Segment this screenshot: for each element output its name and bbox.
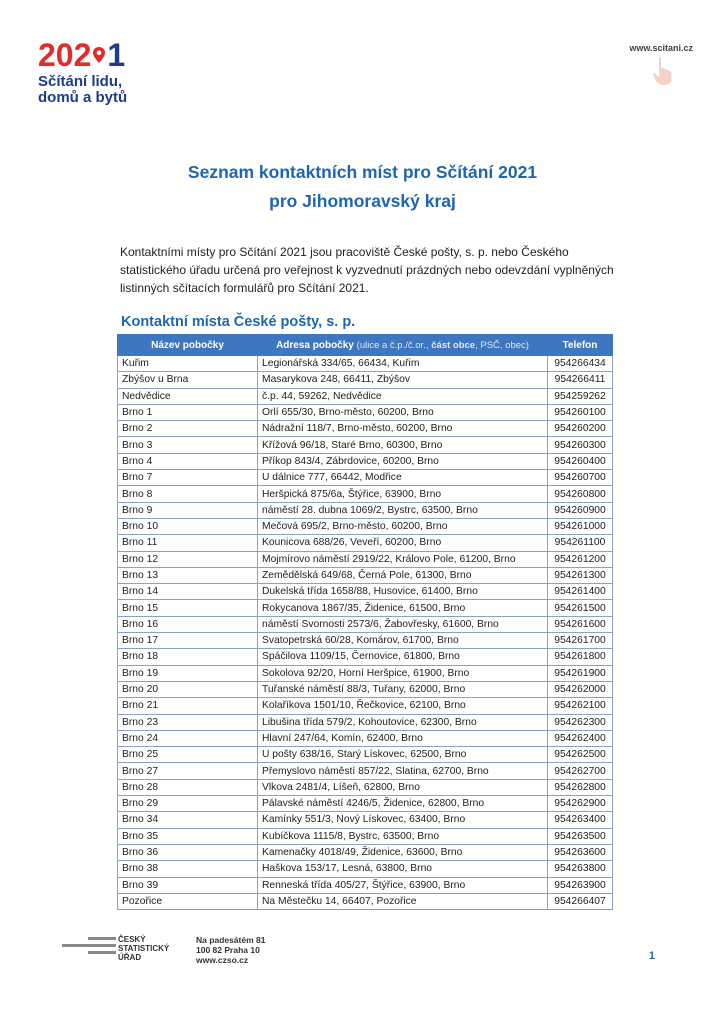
branch-name-cell: Brno 23 — [118, 714, 258, 730]
table-row — [118, 730, 613, 746]
branch-address-cell: Sokolova 92/20, Horní Heršpice, 61900, Brno — [258, 665, 548, 681]
col-address-hint-c: , PSČ, obec) — [475, 339, 529, 351]
branch-phone-cell: 954261100 — [548, 535, 613, 551]
table-row — [118, 551, 613, 567]
branch-address-cell: Legionářská 334/65, 66434, Kuřim — [258, 356, 548, 372]
csu-logo — [62, 935, 182, 965]
col-address-label: Adresa pobočky — [276, 339, 354, 351]
branch-phone-cell: 954263900 — [548, 877, 613, 893]
table-header-row — [118, 335, 613, 356]
table-row — [118, 388, 613, 404]
table-row — [118, 356, 613, 372]
branch-phone-cell: 954260200 — [548, 421, 613, 437]
branch-address-cell: Vlkova 2481/4, Líšeň, 62800, Brno — [258, 779, 548, 795]
branch-address-cell: Rokycanova 1867/35, Židenice, 61500, Brno — [258, 600, 548, 616]
branch-address-cell: Dukelská třída 1658/88, Husovice, 61400, Brno — [258, 584, 548, 600]
branch-phone-cell: 954262100 — [548, 698, 613, 714]
table-row — [118, 567, 613, 583]
branch-name-cell: Brno 19 — [118, 665, 258, 681]
branch-address-cell: Masarykova 248, 66411, Zbýšov — [258, 372, 548, 388]
branch-address-cell: Pálavské náměstí 4246/5, Židenice, 62800, Brno — [258, 796, 548, 812]
branch-phone-cell: 954260400 — [548, 453, 613, 469]
branch-address-cell: Tuřanské náměstí 88/3, Tuřany, 62000, Brno — [258, 681, 548, 697]
branch-phone-cell: 954262500 — [548, 747, 613, 763]
table-row — [118, 633, 613, 649]
branch-name-cell: Brno 28 — [118, 779, 258, 795]
location-pin-icon — [93, 47, 105, 63]
branch-name-cell: Brno 36 — [118, 844, 258, 860]
branch-name-cell: Brno 20 — [118, 681, 258, 697]
logo-digit: 0 — [55, 37, 74, 73]
table-row — [118, 681, 613, 697]
table-row — [118, 600, 613, 616]
branch-phone-cell: 954262700 — [548, 763, 613, 779]
branch-name-cell: Brno 2 — [118, 421, 258, 437]
branch-name-cell: Nedvědice — [118, 388, 258, 404]
branch-address-cell: Křížová 96/18, Staré Brno, 60300, Brno — [258, 437, 548, 453]
csu-line: ÚŘAD — [118, 953, 142, 962]
logo-digit: 2 — [38, 37, 56, 73]
branch-address-cell: náměstí Svornosti 2573/6, Žabovřesky, 61600, Brno — [258, 616, 548, 632]
title-line-2: pro Jihomoravský kraj — [269, 191, 456, 211]
logo-year — [38, 37, 133, 73]
table-row — [118, 665, 613, 681]
table-row — [118, 812, 613, 828]
table-row — [118, 649, 613, 665]
branch-name-cell: Brno 34 — [118, 812, 258, 828]
branch-phone-cell: 954260700 — [548, 470, 613, 486]
section-title: Kontaktní místa České pošty, s. p. — [121, 314, 356, 330]
table-row — [118, 502, 613, 518]
contact-table — [117, 334, 613, 910]
footer-address — [196, 935, 265, 965]
branch-address-cell: Renneská třída 405/27, Štýřice, 63900, Brno — [258, 877, 548, 893]
table-row — [118, 518, 613, 534]
branch-name-cell: Brno 1 — [118, 404, 258, 420]
col-address-hint-b: část obce — [431, 339, 476, 351]
table-row — [118, 893, 613, 909]
branch-phone-cell: 954262000 — [548, 681, 613, 697]
table-row — [118, 796, 613, 812]
branch-name-cell: Brno 18 — [118, 649, 258, 665]
csu-logo-text — [118, 935, 169, 962]
branch-address-cell: Kamenačky 4018/49, Židenice, 63600, Brno — [258, 844, 548, 860]
intro-paragraph: Kontaktními místy pro Sčítání 2021 jsou pracoviště České pošty, s. p. nebo Českého statistického úřadu určená pro veřejnost k vyzvednutí prázdných nebo odevzdání vyplněných listinných sčítacích formulářů pro Sčítání 2021. — [120, 245, 614, 295]
branch-address-cell: Svatopetrská 60/28, Komárov, 61700, Brno — [258, 633, 548, 649]
branch-phone-cell: 954262300 — [548, 714, 613, 730]
table-row — [118, 470, 613, 486]
branch-name-cell: Brno 12 — [118, 551, 258, 567]
branch-phone-cell: 954261700 — [548, 633, 613, 649]
branch-address-cell: Mojmírovo náměstí 2919/22, Královo Pole, 61200, Brno — [258, 551, 548, 567]
branch-name-cell: Brno 25 — [118, 747, 258, 763]
csu-line: ČESKÝ — [118, 935, 146, 944]
branch-phone-cell: 954261600 — [548, 616, 613, 632]
logo-line-2: domů a bytů — [38, 89, 128, 106]
branch-phone-cell: 954262900 — [548, 796, 613, 812]
branch-address-cell: Orlí 655/30, Brno-město, 60200, Brno — [258, 404, 548, 420]
branch-name-cell: Brno 7 — [118, 470, 258, 486]
branch-address-cell: Kubíčkova 1115/8, Bystrc, 63500, Brno — [258, 828, 548, 844]
branch-address-cell: Kamínky 551/3, Nový Lískovec, 63400, Brno — [258, 812, 548, 828]
branch-name-cell: Brno 3 — [118, 437, 258, 453]
logo-text — [38, 74, 133, 106]
branch-phone-cell: 954261000 — [548, 518, 613, 534]
branch-address-cell: Heršpická 875/6a, Štýřice, 63900, Brno — [258, 486, 548, 502]
table-row — [118, 877, 613, 893]
branch-phone-cell: 954260900 — [548, 502, 613, 518]
table-row — [118, 584, 613, 600]
table-row — [118, 779, 613, 795]
branch-phone-cell: 954261300 — [548, 567, 613, 583]
branch-name-cell: Brno 21 — [118, 698, 258, 714]
branch-name-cell: Zbýšov u Brna — [118, 372, 258, 388]
branch-phone-cell: 954266411 — [548, 372, 613, 388]
branch-address-cell: Zemědělská 649/68, Černá Pole, 61300, Brno — [258, 567, 548, 583]
table-row — [118, 763, 613, 779]
branch-phone-cell: 954263500 — [548, 828, 613, 844]
branch-address-cell: Libušina třída 579/2, Kohoutovice, 62300, Brno — [258, 714, 548, 730]
branch-phone-cell: 954262400 — [548, 730, 613, 746]
branch-name-cell: Pozořice — [118, 893, 258, 909]
col-phone-header: Telefon — [548, 335, 613, 356]
branch-phone-cell: 954259262 — [548, 388, 613, 404]
branch-phone-cell: 954260100 — [548, 404, 613, 420]
branch-address-cell: náměstí 28. dubna 1069/2, Bystrc, 63500, Brno — [258, 502, 548, 518]
contact-rows — [118, 356, 613, 910]
table-row — [118, 861, 613, 877]
branch-address-cell: Mečová 695/2, Brno-město, 60200, Brno — [258, 518, 548, 534]
branch-address-cell: U pošty 638/16, Starý Lískovec, 62500, Brno — [258, 747, 548, 763]
logo-digit: 2 — [73, 37, 92, 73]
table-row — [118, 714, 613, 730]
branch-name-cell: Brno 11 — [118, 535, 258, 551]
branch-address-cell: č.p. 44, 59262, Nedvědice — [258, 388, 548, 404]
branch-name-cell: Kuřim — [118, 356, 258, 372]
branch-phone-cell: 954261500 — [548, 600, 613, 616]
branch-address-cell: Hlavní 247/64, Komín, 62400, Brno — [258, 730, 548, 746]
branch-phone-cell: 954263600 — [548, 844, 613, 860]
branch-name-cell: Brno 24 — [118, 730, 258, 746]
branch-name-cell: Brno 17 — [118, 633, 258, 649]
logo-digit: 1 — [107, 37, 126, 73]
csu-line: STATISTICKÝ — [118, 944, 170, 953]
csu-logo-bars — [62, 937, 116, 958]
branch-address-cell: Nádražní 118/7, Brno-město, 60200, Brno — [258, 421, 548, 437]
address-line: 100 82 Praha 10 — [196, 945, 260, 955]
table-row — [118, 437, 613, 453]
branch-phone-cell: 954263800 — [548, 861, 613, 877]
branch-phone-cell: 954261400 — [548, 584, 613, 600]
branch-phone-cell: 954266434 — [548, 356, 613, 372]
branch-address-cell: Kolaříkova 1501/10, Řečkovice, 62100, Brno — [258, 698, 548, 714]
branch-name-cell: Brno 8 — [118, 486, 258, 502]
branch-name-cell: Brno 27 — [118, 763, 258, 779]
table-row — [118, 372, 613, 388]
table-row — [118, 486, 613, 502]
footer-website-link[interactable]: www.czso.cz — [196, 955, 249, 965]
branch-name-cell: Brno 13 — [118, 567, 258, 583]
table-row — [118, 828, 613, 844]
pointing-hand-icon — [651, 56, 673, 86]
page-number: 1 — [648, 950, 655, 962]
website-link[interactable]: www.scitani.cz — [629, 43, 693, 53]
branch-address-cell: Příkop 843/4, Zábrdovice, 60200, Brno — [258, 453, 548, 469]
branch-name-cell: Brno 10 — [118, 518, 258, 534]
page-title — [0, 158, 725, 216]
branch-phone-cell: 954261900 — [548, 665, 613, 681]
branch-address-cell: Přemyslovo náměstí 857/22, Slatina, 62700, Brno — [258, 763, 548, 779]
branch-phone-cell: 954261200 — [548, 551, 613, 567]
branch-address-cell: Spáčilova 1109/15, Černovice, 61800, Brno — [258, 649, 548, 665]
branch-name-cell: Brno 35 — [118, 828, 258, 844]
table-row — [118, 844, 613, 860]
table-row — [118, 535, 613, 551]
census-logo — [38, 37, 133, 115]
branch-phone-cell: 954266407 — [548, 893, 613, 909]
branch-name-cell: Brno 15 — [118, 600, 258, 616]
branch-name-cell: Brno 14 — [118, 584, 258, 600]
table-row — [118, 616, 613, 632]
branch-phone-cell: 954263400 — [548, 812, 613, 828]
col-address-header — [258, 335, 548, 356]
branch-phone-cell: 954260800 — [548, 486, 613, 502]
table-row — [118, 421, 613, 437]
branch-name-cell: Brno 29 — [118, 796, 258, 812]
title-line-1: Seznam kontaktních míst pro Sčítání 2021 — [187, 162, 538, 182]
col-address-hint-a: (ulice a č.p./č.or., — [356, 339, 429, 351]
logo-line-1: Sčítání lidu, — [38, 73, 123, 90]
table-row — [118, 404, 613, 420]
branch-address-cell: Na Městečku 14, 66407, Pozořice — [258, 893, 548, 909]
branch-address-cell: Haškova 153/17, Lesná, 63800, Brno — [258, 861, 548, 877]
branch-phone-cell: 954262800 — [548, 779, 613, 795]
table-row — [118, 453, 613, 469]
table-row — [118, 698, 613, 714]
branch-phone-cell: 954261800 — [548, 649, 613, 665]
branch-name-cell: Brno 16 — [118, 616, 258, 632]
branch-address-cell: U dálnice 777, 66442, Modřice — [258, 470, 548, 486]
branch-name-cell: Brno 38 — [118, 861, 258, 877]
col-name-header: Název pobočky — [118, 335, 258, 356]
address-line: Na padesátém 81 — [196, 935, 266, 945]
branch-name-cell: Brno 39 — [118, 877, 258, 893]
branch-address-cell: Kounicova 688/26, Veveří, 60200, Brno — [258, 535, 548, 551]
branch-name-cell: Brno 9 — [118, 502, 258, 518]
branch-name-cell: Brno 4 — [118, 453, 258, 469]
table-row — [118, 747, 613, 763]
branch-phone-cell: 954260300 — [548, 437, 613, 453]
